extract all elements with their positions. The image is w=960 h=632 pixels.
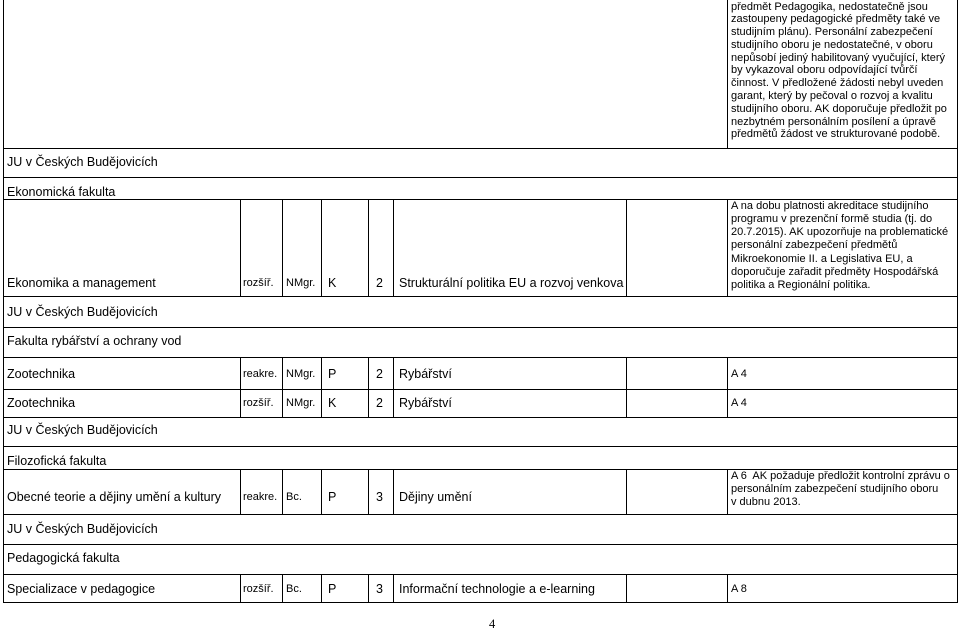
table-row [0, 396, 960, 411]
study-form: P [328, 366, 337, 381]
table-row-border [3, 574, 958, 575]
decision-text-line: zastoupeny pedagogické předměty také ve [731, 13, 941, 26]
study-form: K [328, 395, 337, 410]
column-border [727, 389, 728, 418]
decision-text-line: politika a Regionální politika. [731, 279, 871, 292]
column-border [626, 389, 627, 418]
decision-text-line: A 4 [731, 368, 747, 380]
column-border [282, 389, 283, 418]
decision-text-line: garant, který by pečoval o rozvoj a kvalitu [731, 90, 933, 103]
column-border [240, 389, 241, 418]
column-border [368, 199, 369, 297]
study-duration: 2 [376, 366, 383, 381]
study-duration: 3 [376, 581, 383, 596]
column-border [727, 199, 728, 297]
column-border [282, 574, 283, 603]
request-type: rozšíř. [243, 277, 274, 289]
study-duration: 2 [376, 275, 383, 290]
column-border [727, 574, 728, 603]
decision-text-line: A 8 [731, 583, 747, 595]
request-type: reakre. [243, 491, 278, 503]
decision-text-line: doporučuje zařadit předměty Hospodářská [731, 265, 939, 278]
table-row-border [3, 514, 958, 515]
column-border [321, 574, 322, 603]
column-border [368, 574, 369, 603]
university-name: JU v Českých Budějovicích [7, 521, 158, 536]
decision-text-line: personálním zabezpečení studijního oboru [731, 482, 939, 495]
study-subject: Rybářství [399, 395, 452, 410]
study-form: P [328, 489, 337, 504]
column-border [240, 199, 241, 297]
column-border [727, 0, 728, 148]
table-row-border [3, 602, 958, 603]
study-duration: 3 [376, 489, 383, 504]
table-row-border [3, 544, 958, 545]
study-level: NMgr. [286, 368, 316, 380]
request-type: reakre. [243, 368, 278, 380]
table-row-border [3, 417, 958, 418]
faculty-name: Filozofická fakulta [7, 453, 107, 468]
faculty-name: Pedagogická fakulta [7, 550, 120, 565]
study-field: Obecné teorie a dějiny umění a kultury [7, 489, 222, 504]
column-border [240, 357, 241, 390]
study-level: NMgr. [286, 397, 316, 409]
decision-text-line: nezbytném personálním posílení a úpravě [731, 115, 936, 128]
column-border [727, 469, 728, 515]
column-border [626, 357, 627, 390]
column-border [321, 357, 322, 390]
page-number: 4 [489, 617, 496, 631]
study-form: K [328, 275, 337, 290]
decision-text-line: A na dobu platnosti akreditace studijního [731, 199, 929, 212]
column-border [321, 389, 322, 418]
column-border [727, 357, 728, 390]
study-level: Bc. [286, 491, 302, 503]
decision-text-line: studijním plánu). Personální zabezpečení [731, 26, 933, 39]
table-row-border [3, 177, 958, 178]
decision-text [731, 470, 955, 509]
study-duration: 2 [376, 395, 383, 410]
study-field: Specializace v pedagogice [7, 581, 156, 596]
table-row-border [3, 148, 958, 149]
university-name: JU v Českých Budějovicích [7, 154, 158, 169]
table-row [0, 367, 960, 382]
decision-text-line: studijního oboru. AK doporučuje předložit po [731, 102, 947, 115]
column-border [321, 469, 322, 515]
decision-text-line: programu v prezenční formě studia (tj. do [731, 212, 933, 225]
study-subject: Strukturální politika EU a rozvoj venkova [399, 275, 624, 290]
column-border [626, 199, 627, 297]
decision-text-line: 20.7.2015). AK upozorňuje na problematické [731, 226, 949, 239]
column-border [393, 389, 394, 418]
decision-text-line: nepůsobí jediný habilitovaný vyučující, který [731, 51, 946, 64]
table-right-border [957, 0, 958, 603]
column-border [368, 389, 369, 418]
column-border [282, 357, 283, 390]
carryover-decision-text [731, 1, 955, 142]
column-border [393, 199, 394, 297]
study-subject: Rybářství [399, 366, 452, 381]
study-level: NMgr. [286, 277, 316, 289]
study-field: Ekonomika a management [7, 275, 156, 290]
column-border [321, 199, 322, 297]
decision-text-line: předmětů žádost ve strukturované podobě. [731, 128, 941, 141]
request-type: rozšíř. [243, 583, 274, 595]
study-subject: Informační technologie a e-learning [399, 581, 595, 596]
column-border [626, 574, 627, 603]
faculty-name: Fakulta rybářství a ochrany vod [7, 333, 182, 348]
table-row-border [3, 389, 958, 390]
study-subject: Dějiny umění [399, 489, 472, 504]
faculty-name: Ekonomická fakulta [7, 184, 116, 199]
column-border [368, 357, 369, 390]
decision-text [731, 200, 955, 293]
study-field: Zootechnika [7, 366, 76, 381]
column-border [282, 469, 283, 515]
column-border [282, 199, 283, 297]
column-border [626, 469, 627, 515]
table-row-border [3, 327, 958, 328]
table-row-border [3, 296, 958, 297]
study-form: P [328, 581, 337, 596]
study-level: Bc. [286, 583, 302, 595]
university-name: JU v Českých Budějovicích [7, 422, 158, 437]
decision-text-line: činnost. V předložené žádosti nebyl uveden [731, 77, 944, 90]
column-border [393, 574, 394, 603]
column-border [240, 574, 241, 603]
decision-text-line: personální zabezpečení předmětů [731, 239, 898, 252]
decision-text-line: by vykazoval oboru odpovídající tvůrčí [731, 64, 918, 77]
table-row [0, 582, 960, 597]
study-field: Zootechnika [7, 395, 76, 410]
decision-text-line: studijního oboru je nedostatečné, v oboru [731, 38, 933, 51]
table-row-border [3, 357, 958, 358]
request-type: rozšíř. [243, 397, 274, 409]
university-name: JU v Českých Budějovicích [7, 304, 158, 319]
decision-text-line: Mikroekonomie II. a Legislativa EU, a [731, 252, 913, 265]
table-left-border [3, 0, 4, 603]
column-border [393, 357, 394, 390]
decision-text-line: předmět Pedagogika, nedostatečně jsou [731, 0, 928, 13]
column-border [240, 469, 241, 515]
table-row-border [3, 446, 958, 447]
column-border [393, 469, 394, 515]
decision-text-line: v dubnu 2013. [731, 495, 801, 508]
decision-text-line: A 6 AK požaduje předložit kontrolní zprávu o [731, 469, 950, 482]
decision-text-line: A 4 [731, 397, 747, 409]
column-border [368, 469, 369, 515]
